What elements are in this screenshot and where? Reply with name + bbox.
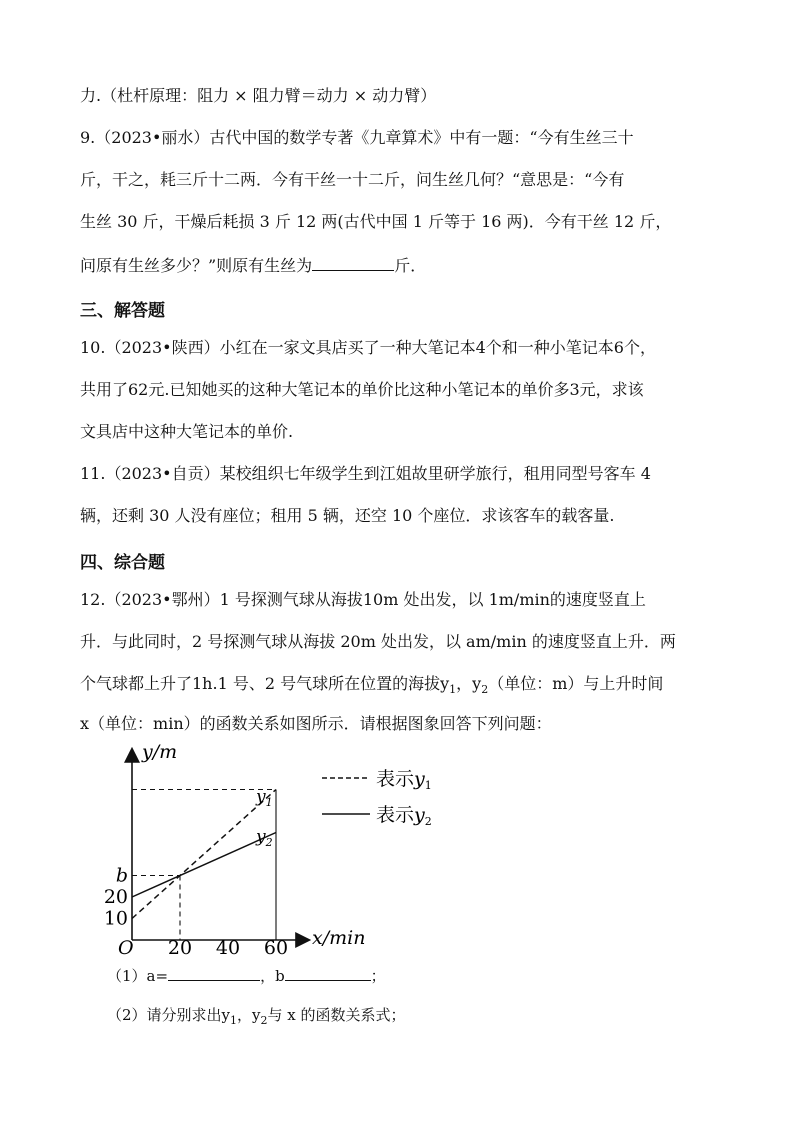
y-tick-label: b xyxy=(115,864,128,887)
text-line: 力.（杜杆原理：阻力 × 阻力臂＝动力 × 动力臂） xyxy=(80,86,437,105)
q12-line-4: x（单位：min）的函数关系如图所示．请根据图象回答下列问题： xyxy=(80,714,552,733)
x-tick-label: 60 xyxy=(263,937,289,955)
series-line-y1 xyxy=(132,790,276,919)
series-line-y2 xyxy=(132,833,276,898)
x-tick-label: 20 xyxy=(167,937,193,955)
line-graph xyxy=(100,740,460,955)
q9-line-1: 9.（2023•丽水）古代中国的数学专著《九章算术》中有一题：“今有生丝三十 xyxy=(80,128,634,147)
answer-blank-a[interactable] xyxy=(168,964,260,981)
q10-line-1: 10.（2023•陕西）小红在一家文具店买了一种大笔记本4个和一种小笔记本6个， xyxy=(80,338,656,357)
q10-line-2: 共用了62元.已知她买的这种大笔记本的单价比这种小笔记本的单价多3元，求该 xyxy=(80,380,644,399)
sub-q-text: 与 x 的函数关系式； xyxy=(267,1006,406,1024)
q11-line-2: 辆，还剩 30 人没有座位；租用 5 辆，还空 10 个座位．求该客车的载客量. xyxy=(80,506,615,525)
q9-line-2: 斤，干之，耗三斤十二两．今有干丝一十二斤，问生丝几何？“意思是：“今有 xyxy=(80,170,625,189)
sub-q-text: ，y xyxy=(237,1006,261,1024)
subscript: 1 xyxy=(230,1014,238,1027)
origin-label: O xyxy=(118,937,134,955)
legend-label: 表示$y_1$ xyxy=(376,768,432,792)
subscript: 2 xyxy=(481,683,489,697)
y-tick-label: 20 xyxy=(103,886,128,908)
subscript: 1 xyxy=(449,683,457,697)
answer-blank[interactable] xyxy=(312,254,394,271)
q9-text: 问原有生丝多少？”则原有生丝为 xyxy=(80,256,313,275)
sub-q-text: ，b xyxy=(260,967,285,985)
subscript: 2 xyxy=(260,1014,268,1027)
q12-line-1: 12.（2023•鄂州）1 号探测气球从海拔10m 处出发，以 1m/min的速度竖直上 xyxy=(80,590,646,609)
q12-text: （单位：m）与上升时间 xyxy=(488,674,664,693)
sub-question-1 xyxy=(107,964,386,986)
q9-line-3: 生丝 30 斤，干燥后耗损 3 斤 12 两(古代中国 1 斤等于 16 两)．今有干丝 12 斤， xyxy=(80,212,672,231)
x-axis-label: x/min xyxy=(312,927,366,949)
q12-line-2: 升．与此同时，2 号探测气球从海拔 20m 处出发，以 am/min 的速度竖直上升．两 xyxy=(80,632,676,651)
curve-label: $y_2$ xyxy=(256,827,273,849)
answer-blank-b[interactable] xyxy=(285,964,371,981)
q12-line-3 xyxy=(80,674,663,700)
sub-q-text: ； xyxy=(370,967,386,985)
curve-label: $y_1$ xyxy=(256,787,273,809)
q12-text: 个气球都上升了1h.1 号、2 号气球所在位置的海拔y xyxy=(80,674,450,693)
q9-unit: 斤． xyxy=(394,256,427,275)
q9-line-4 xyxy=(80,254,426,276)
y-tick-label: 10 xyxy=(103,907,128,930)
sub-q-text: （2）请分别求出y xyxy=(107,1006,231,1024)
section-3-heading: 三、解答题 xyxy=(80,301,165,321)
q11-line-1: 11.（2023•自贡）某校组织七年级学生到江姐故里研学旅行，租用同型号客车 4 xyxy=(80,464,651,483)
x-tick-label: 40 xyxy=(215,937,241,955)
y-axis-label: y/m xyxy=(142,741,178,763)
q10-line-3: 文具店中这种大笔记本的单价. xyxy=(80,422,294,441)
sub-question-2 xyxy=(107,1004,406,1027)
section-4-heading: 四、综合题 xyxy=(80,553,165,573)
q12-text: ，y xyxy=(456,674,482,693)
legend-label: 表示$y_2$ xyxy=(376,804,432,828)
sub-q-text: （1）a= xyxy=(107,967,169,985)
